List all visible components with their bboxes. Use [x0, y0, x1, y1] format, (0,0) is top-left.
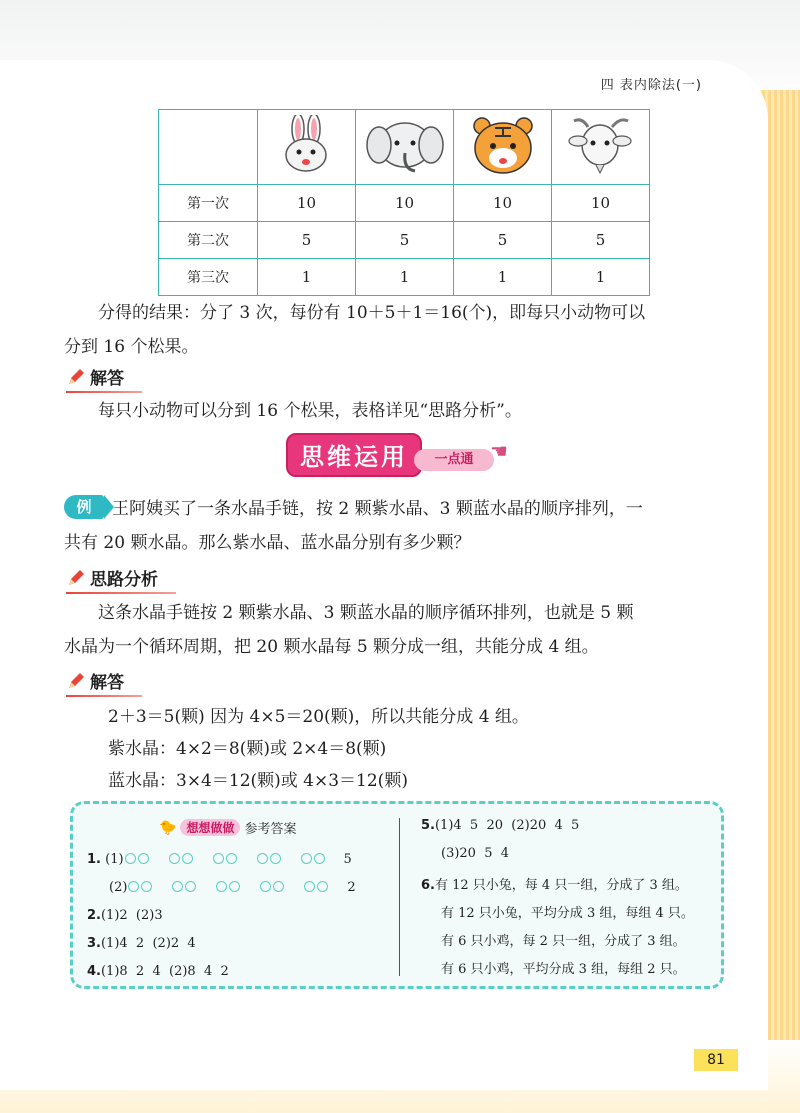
goat-icon [552, 110, 650, 185]
heading-underline [66, 592, 176, 594]
answer-q6c: 有 6 只小鸡，每 2 只一组，分成了 3 组。 [441, 934, 686, 949]
distribution-table [158, 109, 650, 296]
banner-subtitle: 一点通 [414, 449, 494, 471]
row-label: 第一次 [159, 185, 258, 222]
reference-answers-box [70, 801, 724, 989]
tiger-icon [454, 110, 552, 185]
answer-q3: 3.(1)4 2 (2)2 4 [87, 936, 196, 951]
box-divider [399, 818, 400, 976]
answer-q6a: 6.有 12 只小兔，每 4 只一组，分成了 3 组。 [421, 878, 688, 893]
answer2-line-3: 蓝水晶：3×4＝12(颗)或 4×3＝12(颗) [108, 771, 408, 791]
analysis-heading [66, 565, 158, 590]
row-label: 第二次 [159, 222, 258, 259]
result-paragraph [64, 296, 734, 364]
table-cell: 5 [552, 222, 650, 259]
rabbit-icon [258, 110, 356, 185]
chick-icon: 🐤 [159, 819, 177, 836]
box-title [159, 818, 296, 837]
answer-heading [66, 364, 124, 389]
example-text: 王阿姨买了一条水晶手链，按 2 颗紫水晶、3 颗蓝水晶的顺序排列，一 [112, 499, 643, 519]
table-cell: 1 [552, 259, 650, 296]
pencil-icon [66, 568, 86, 588]
table-cell: 1 [454, 259, 552, 296]
table-cell: 1 [258, 259, 356, 296]
result-line: 分得的结果：分了 3 次，每份有 10＋5＋1＝16(个)，即每只小动物可以 [98, 303, 646, 323]
table-cell: 5 [356, 222, 454, 259]
result-line: 分到 16 个松果。 [64, 337, 199, 357]
table-cell: 10 [552, 185, 650, 222]
box-title-text: 参考答案 [244, 822, 297, 837]
example-line: 共有 20 颗水晶。那么紫水晶、蓝水晶分别有多少颗？ [64, 533, 471, 553]
table-corner [159, 110, 258, 185]
table-cell: 5 [258, 222, 356, 259]
box-title-tag: 想想做做 [180, 819, 240, 836]
example-line [64, 492, 734, 526]
table-cell: 10 [454, 185, 552, 222]
answer-text: 每只小动物可以分到 16 个松果，表格详见“思路分析”。 [98, 401, 522, 421]
answer-q4: 4.(1)8 2 4 (2)8 4 2 [87, 964, 229, 979]
answer-q6b: 有 12 只小兔，平均分成 3 组，每组 4 只。 [441, 906, 694, 921]
answer-q5b: (3)20 5 4 [441, 846, 510, 861]
answer-q1b: (2) 2 [109, 880, 356, 895]
answer-heading-text: 解答 [90, 369, 124, 389]
table-row [159, 222, 650, 259]
row-label: 第三次 [159, 259, 258, 296]
heading-underline [66, 695, 142, 697]
example-paragraph [64, 492, 734, 560]
answer2-heading-text: 解答 [90, 673, 124, 693]
pointing-hand-icon: ☚ [490, 439, 508, 463]
table-header-row [159, 110, 650, 185]
page-number: 81 [694, 1049, 738, 1071]
analysis-line: 这条水晶手链按 2 颗紫水晶、3 颗蓝水晶的顺序循环排列，也就是 5 颗 [98, 603, 634, 623]
table-row [159, 259, 650, 296]
chapter-header: 四 表内除法(一) [600, 78, 702, 93]
banner-title: 思维运用 [286, 433, 422, 477]
analysis-paragraph [64, 596, 734, 664]
table-row [159, 185, 650, 222]
pencil-icon [66, 367, 86, 387]
table-cell: 10 [258, 185, 356, 222]
answer-q2: 2.(1)2 (2)3 [87, 908, 163, 923]
analysis-line: 水晶为一个循环周期，把 20 颗水晶每 5 颗分成一组，共能分成 4 组。 [64, 637, 599, 657]
answer2-line-1: 2＋3＝5(颗) 因为 4×5＝20(颗)，所以共能分成 4 组。 [108, 707, 529, 727]
pencil-icon [66, 671, 86, 691]
heading-underline [66, 391, 142, 393]
elephant-icon [356, 110, 454, 185]
example-badge: 例 [64, 495, 104, 519]
answer-q5a: 5.(1)4 5 20 (2)20 4 5 [421, 818, 580, 833]
answer-q6d: 有 6 只小鸡，平均分成 3 组，每组 2 只。 [441, 962, 686, 977]
analysis-heading-text: 思路分析 [90, 570, 158, 590]
answer2-heading [66, 668, 124, 693]
section-banner [286, 433, 518, 479]
table-cell: 1 [356, 259, 454, 296]
answer2-line-2: 紫水晶：4×2＝8(颗)或 2×4＝8(颗) [108, 739, 387, 759]
answer-q1a: 1. (1) 5 [87, 852, 352, 867]
table-cell: 10 [356, 185, 454, 222]
table-cell: 5 [454, 222, 552, 259]
